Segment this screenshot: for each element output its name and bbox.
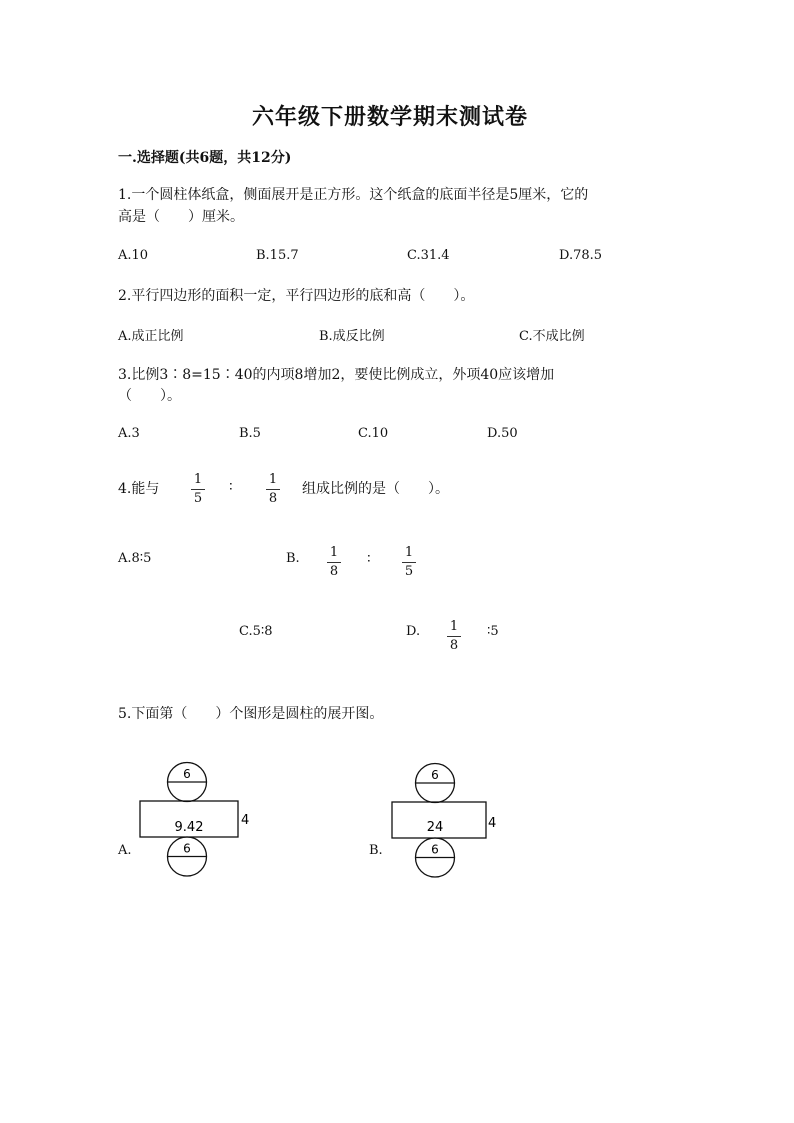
- rectangle-label: 24: [426, 820, 444, 835]
- q2-option-a[interactable]: A.成正比例: [118, 329, 184, 344]
- q5-option-b-label: B.: [369, 843, 383, 858]
- q2-option-c[interactable]: C.不成比例: [519, 329, 585, 344]
- net-figure-a: [135, 755, 260, 879]
- question-4-suffix: 组成比例的是（ ）。: [302, 481, 449, 497]
- q3-option-b[interactable]: B.5: [239, 426, 261, 441]
- q4-option-c[interactable]: C.5∶8: [239, 624, 273, 639]
- question-4-prefix: 4.能与: [118, 481, 160, 497]
- fraction-numerator: 1: [193, 472, 203, 487]
- side-rectangle: [392, 802, 486, 838]
- question-2: 2.平行四边形的面积一定，平行四边形的底和高（ ）。: [118, 288, 475, 304]
- bottom-circle-label: 6: [183, 841, 191, 856]
- fraction-numerator: 1: [449, 619, 459, 634]
- fraction-bar: [402, 562, 416, 563]
- fraction-bar: [447, 636, 461, 637]
- fraction-numerator: 1: [329, 545, 339, 560]
- q4-fraction-2: [263, 472, 283, 507]
- q4-option-d-label: D.: [406, 624, 421, 639]
- q5-option-a-label: A.: [118, 843, 132, 858]
- q4-option-d-suffix: ∶5: [487, 624, 499, 639]
- rectangle-label: 9.42: [174, 820, 204, 835]
- bottom-circle-label: 6: [431, 842, 439, 857]
- section-header: 一.选择题(共6题，共12分): [118, 150, 292, 166]
- top-circle: [416, 764, 455, 803]
- question-5: 5.下面第（ ）个图形是圆柱的展开图。: [118, 706, 384, 722]
- fraction-bar: [327, 562, 341, 563]
- fraction-denominator: 8: [449, 638, 459, 653]
- q2-option-b[interactable]: B.成反比例: [319, 329, 385, 344]
- q4-option-b-label: B.: [286, 551, 300, 566]
- top-circle: [168, 763, 207, 802]
- question-1-line2: 高是（ ）厘米。: [118, 209, 244, 225]
- top-circle-label: 6: [183, 767, 191, 781]
- q4-option-b-fraction-2: [399, 545, 419, 580]
- q1-option-b[interactable]: B.15.7: [256, 248, 299, 263]
- q4-fraction-1: [188, 472, 208, 507]
- q3-option-a[interactable]: A.3: [118, 426, 140, 441]
- top-circle-label: 6: [431, 768, 439, 782]
- q1-option-a[interactable]: A.10: [118, 248, 149, 263]
- fraction-numerator: 1: [268, 472, 278, 487]
- page-title: 六年级下册数学期末测试卷: [252, 104, 529, 130]
- fraction-denominator: 5: [404, 564, 414, 579]
- q4-option-a[interactable]: A.8∶5: [118, 551, 152, 566]
- fraction-numerator: 1: [404, 545, 414, 560]
- net-figure-b: [387, 755, 512, 879]
- fraction-denominator: 8: [329, 564, 339, 579]
- bottom-circle: [168, 837, 207, 876]
- fraction-denominator: 5: [193, 491, 203, 506]
- question-3-line1: 3.比例3∶8=15∶40的内项8增加2，要使比例成立，外项40应该增加: [118, 367, 555, 383]
- side-rectangle: [140, 801, 238, 837]
- q3-option-c[interactable]: C.10: [358, 426, 389, 441]
- question-1-line1: 1.一个圆柱体纸盒，侧面展开是正方形。这个纸盒的底面半径是5厘米，它的: [118, 187, 589, 203]
- q1-option-d[interactable]: D.78.5: [559, 248, 603, 263]
- q4-option-b-colon: ∶: [367, 551, 371, 567]
- fraction-bar: [266, 489, 280, 490]
- fraction-denominator: 8: [268, 491, 278, 506]
- question-3-line2: （ ）。: [118, 388, 181, 404]
- q1-option-c[interactable]: C.31.4: [407, 248, 450, 263]
- fraction-bar: [191, 489, 205, 490]
- side-length-label: 4: [488, 816, 497, 831]
- q3-option-d[interactable]: D.50: [487, 426, 518, 441]
- q4-option-d-fraction: [444, 619, 464, 654]
- side-length-label: 4: [241, 813, 250, 828]
- q4-colon: ∶: [229, 479, 233, 495]
- q4-option-b-fraction-1: [324, 545, 344, 580]
- bottom-circle: [416, 838, 455, 877]
